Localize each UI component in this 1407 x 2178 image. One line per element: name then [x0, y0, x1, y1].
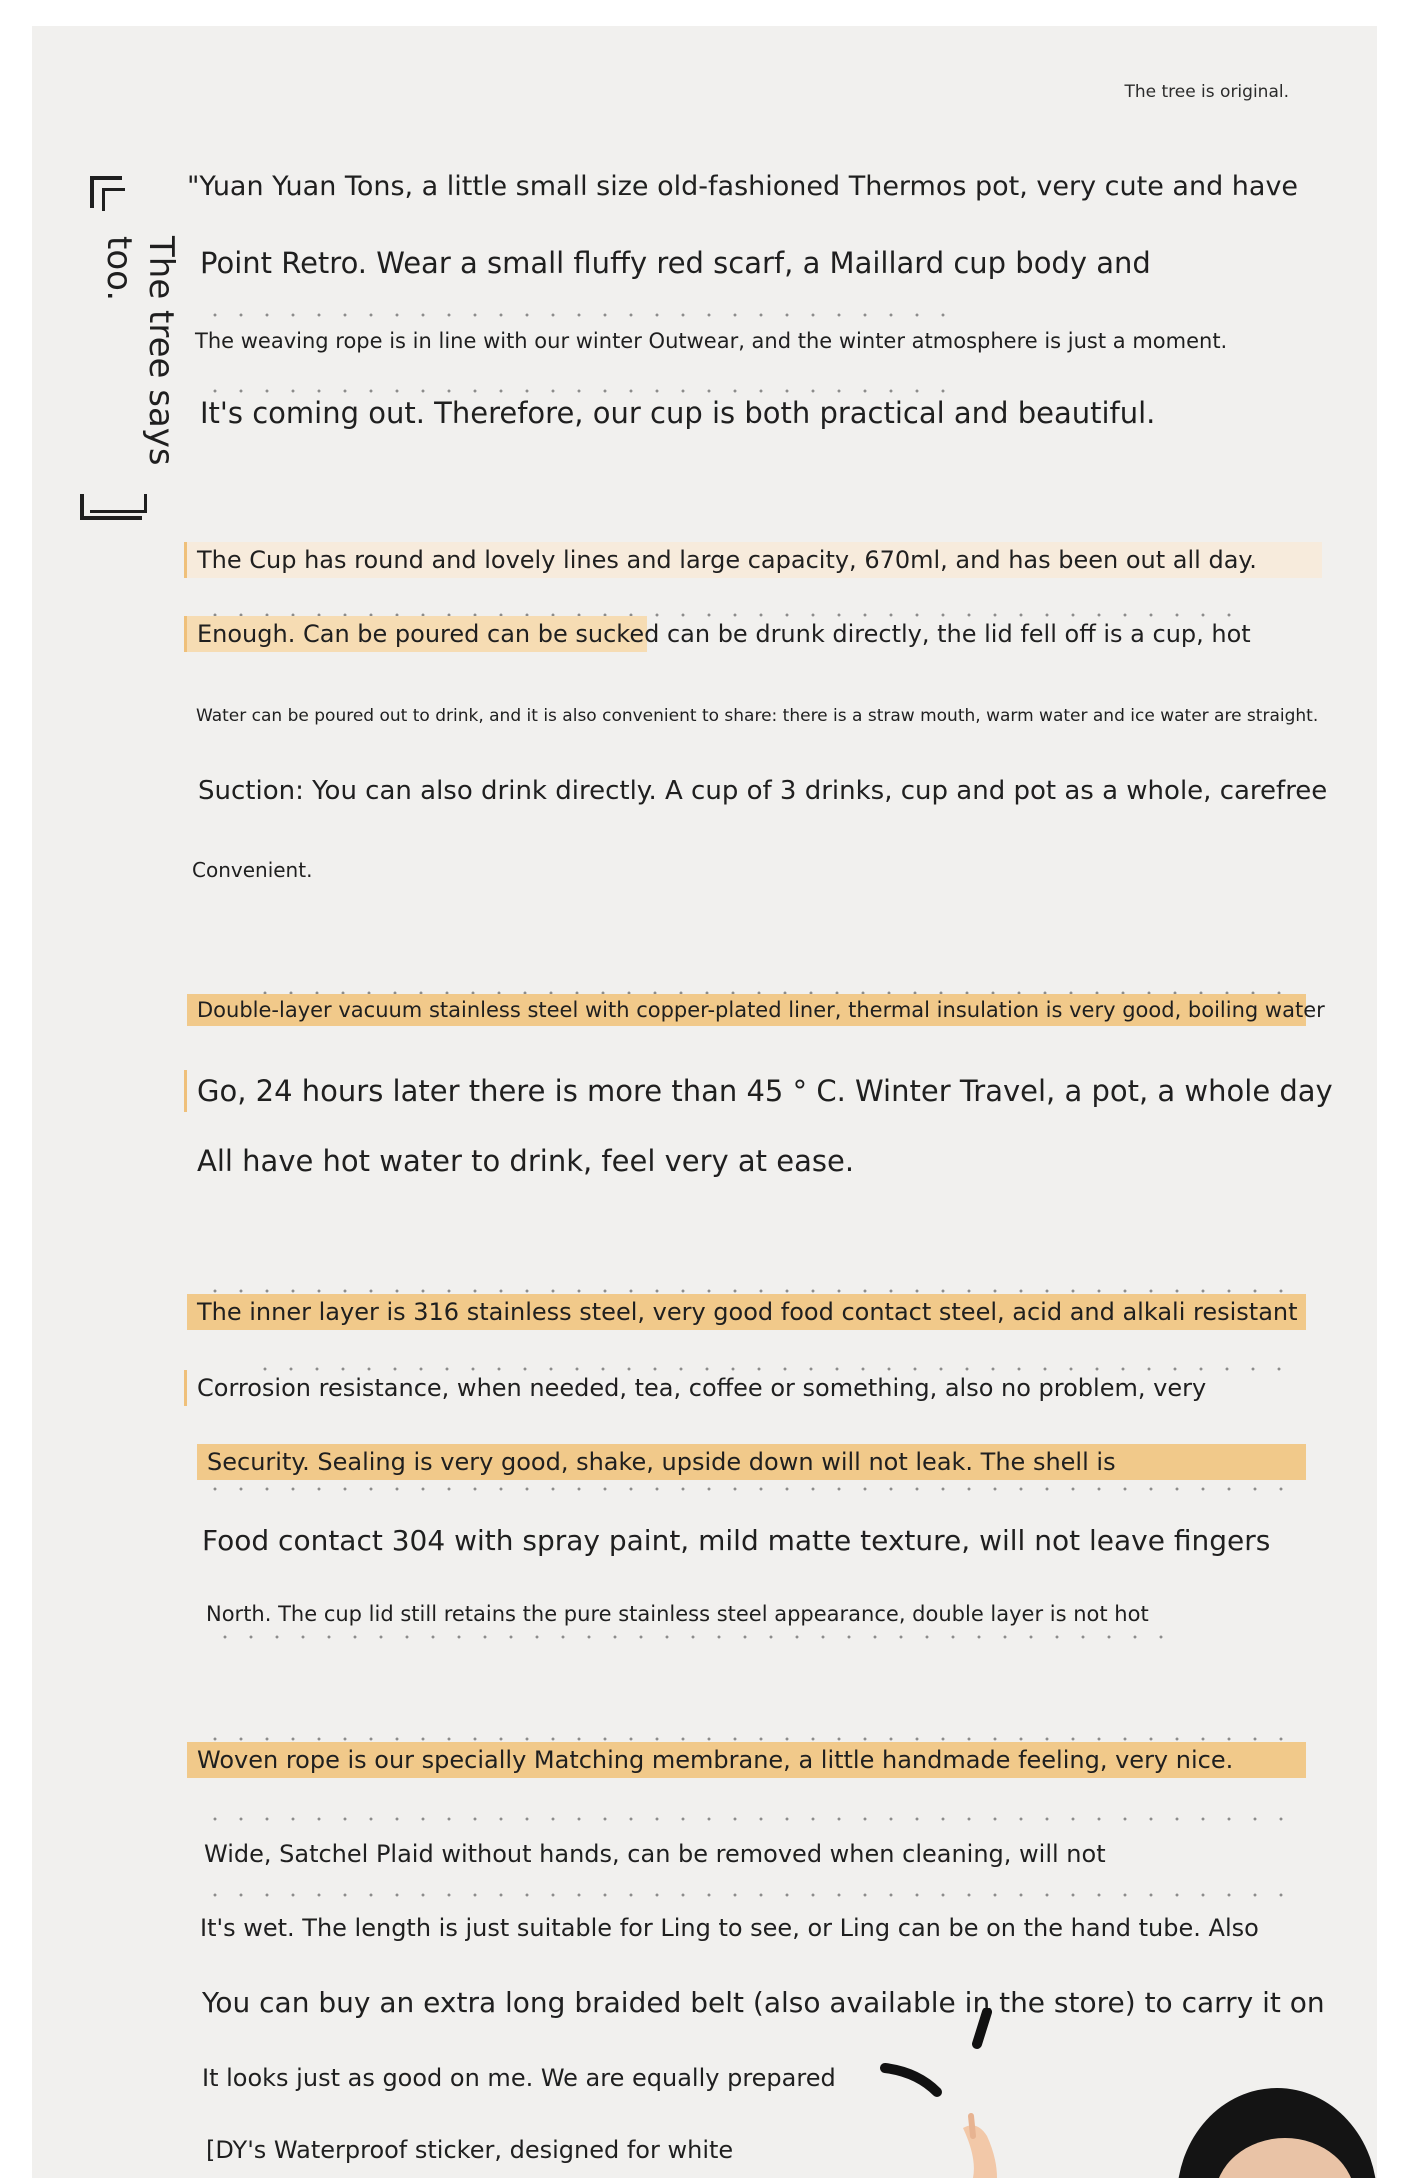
text-line: Suction: You can also drink directly. A cup of 3 drinks, cup and pot as a whole, carefree: [198, 776, 1328, 806]
speckle-divider: [202, 388, 962, 394]
speckle-divider: [212, 1634, 1172, 1640]
speckle-divider: [202, 1816, 1292, 1822]
text-line: It's coming out. Therefore, our cup is both practical and beautiful.: [200, 396, 1156, 430]
side-title: [80, 206, 190, 506]
text-line: Food contact 304 with spray paint, mild matte texture, will not leave fingers: [202, 1524, 1271, 1557]
highlighted-line: The Cup has round and lovely lines and large capacity, 670ml, and has been out all day.: [184, 542, 1322, 578]
side-title-text: The tree says too.: [99, 236, 181, 466]
text-line: All have hot water to drink, feel very at ease.: [197, 1144, 855, 1178]
text-line: You can buy an extra long braided belt (also available in the store) to carry it on: [202, 1986, 1325, 2019]
highlighted-line: Security. Sealing is very good, shake, upside down will not leak. The shell is: [197, 1444, 1306, 1480]
text-line: North. The cup lid still retains the pure stainless steel appearance, double layer is not hot: [206, 1602, 1149, 1626]
text-line: The weaving rope is in line with our winter Outwear, and the winter atmosphere is just a moment.: [195, 329, 1228, 353]
text-line: Point Retro. Wear a small fluffy red scarf, a Maillard cup body and: [200, 246, 1151, 280]
text-line: "Yuan Yuan Tons, a little small size old-fashioned Thermos pot, very cute and have: [187, 171, 1299, 202]
text-line: It's wet. The length is just suitable for Ling to see, or Ling can be on the hand tube. Also: [200, 1914, 1259, 1942]
bracket-open-icon: [90, 176, 122, 208]
text-line: It looks just as good on me. We are equally prepared: [202, 2064, 836, 2092]
person-pointing-illustration: [877, 2008, 1377, 2178]
text-line: Go, 24 hours later there is more than 45 ° C. Winter Travel, a pot, a whole day: [184, 1070, 1343, 1112]
highlighted-line: Enough. Can be poured can be sucked can be drunk directly, the lid fell off is a cup, hot: [184, 616, 1261, 652]
credit-text: The tree is original.: [1124, 82, 1289, 102]
content-panel: [32, 26, 1377, 2178]
text-line: [DY's Waterproof sticker, designed for white: [206, 2136, 734, 2164]
highlighted-line: The inner layer is 316 stainless steel, very good food contact steel, acid and alkali resistant: [187, 1294, 1306, 1330]
highlighted-line: Woven rope is our specially Matching membrane, a little handmade feeling, very nice.: [187, 1742, 1306, 1778]
speckle-divider: [202, 312, 962, 318]
text-line: Water can be poured out to drink, and it is also convenient to share: there is a straw mouth, warm water and ice water are straight.: [196, 706, 1319, 726]
highlighted-line: Double-layer vacuum stainless steel with copper-plated liner, thermal insulation is very good, boiling water: [187, 994, 1306, 1026]
speckle-divider: [202, 1486, 1292, 1492]
text-line: Convenient.: [192, 858, 313, 882]
speckle-divider: [202, 1892, 1292, 1898]
bracket-close-icon: [80, 494, 142, 520]
text-line: Wide, Satchel Plaid without hands, can be removed when cleaning, will not: [204, 1840, 1106, 1868]
text-line: Corrosion resistance, when needed, tea, coffee or something, also no problem, very: [184, 1370, 1216, 1406]
